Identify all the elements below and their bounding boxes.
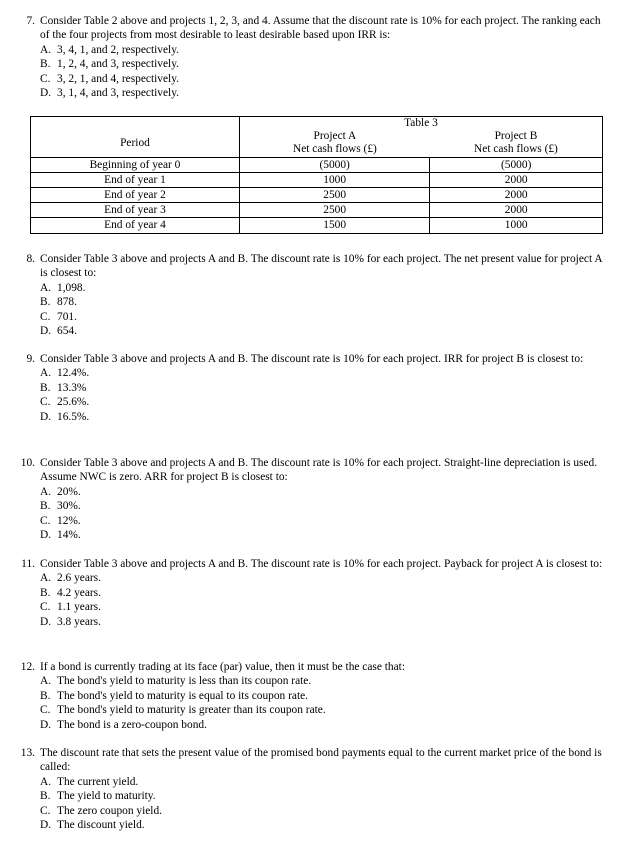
option-b: B. The bond's yield to maturity is equal to its coupon rate. <box>40 689 309 702</box>
option-c: C. 12%. <box>40 514 81 527</box>
option-a: A. 12.4%. <box>40 367 90 380</box>
option-b: B. 1, 2, 4, and 3, respectively. <box>40 58 179 71</box>
table-title: Table 3 <box>239 117 602 131</box>
question-13 <box>0 746 628 832</box>
table-row: End of year 1 1000 2000 <box>31 172 603 187</box>
question-7 <box>0 14 628 100</box>
question-number: 13. <box>20 747 35 759</box>
option-d: D. 16.5%. <box>40 410 90 423</box>
option-d: D. The discount yield. <box>40 819 145 832</box>
question-11 <box>0 557 628 629</box>
option-a: A. 20%. <box>40 485 81 498</box>
option-b: B. 30%. <box>40 500 81 513</box>
option-a: A. The bond's yield to maturity is less than its coupon rate. <box>40 675 312 688</box>
table-3 <box>30 116 603 234</box>
question-9 <box>0 352 628 424</box>
option-b: B. 13.3% <box>40 381 87 394</box>
question-8 <box>0 252 628 338</box>
question-text: Consider Table 3 above and projects A and B. The discount rate is 10% for each project. The net present value for project A is closest to: <box>40 253 602 280</box>
option-d: D. 3.8 years. <box>40 615 101 628</box>
table-row: End of year 3 2500 2000 <box>31 203 603 218</box>
option-c: C. The zero coupon yield. <box>40 804 163 817</box>
question-10 <box>0 456 628 542</box>
project-a-header: Project A Net cash flows (£) <box>239 130 429 157</box>
option-d: D. The bond is a zero-coupon bond. <box>40 718 207 731</box>
period-header: Period <box>31 130 240 157</box>
option-c: C. The bond's yield to maturity is greater than its coupon rate. <box>40 704 326 717</box>
option-b: B. 4.2 years. <box>40 586 101 599</box>
option-d: D. 654. <box>40 325 77 338</box>
question-text: If a bond is currently trading at its face (par) value, then it must be the case that: <box>40 661 406 673</box>
option-c: C. 25.6%. <box>40 396 90 409</box>
option-a: A. 3, 4, 1, and 2, respectively. <box>40 43 179 56</box>
option-a: A. The current yield. <box>40 775 139 788</box>
question-number: 8. <box>26 253 35 265</box>
option-d: D. 14%. <box>40 529 81 542</box>
question-text: Consider Table 3 above and projects A and B. The discount rate is 10% for each project. Straight-line depreciation is used. Assume NWC is zero. ARR for project B is closest to: <box>40 457 598 484</box>
project-b-header: Project B Net cash flows (£) <box>430 130 603 157</box>
question-number: 10. <box>20 457 35 469</box>
question-number: 12. <box>20 661 35 673</box>
question-number: 7. <box>26 15 35 27</box>
option-a: A. 1,098. <box>40 281 86 294</box>
option-d: D. 3, 1, 4, and 3, respectively. <box>40 87 179 100</box>
question-text: The discount rate that sets the present value of the promised bond payments equal to the current market price of the bond is called: <box>40 747 602 774</box>
option-b: B. 878. <box>40 296 77 309</box>
question-text: Consider Table 3 above and projects A and B. The discount rate is 10% for each project. Payback for project A is closest to: <box>40 558 603 570</box>
option-c: C. 1.1 years. <box>40 601 101 614</box>
question-12 <box>0 660 628 732</box>
question-number: 9. <box>26 353 35 365</box>
question-number: 11. <box>21 558 35 570</box>
option-b: B. The yield to maturity. <box>40 790 156 803</box>
question-text: Consider Table 2 above and projects 1, 2, 3, and 4. Assume that the discount rate is 10% for each project. The ranking each of the four projects from most desirable to least desirable based upon IRR is: <box>40 15 601 42</box>
table-row: Beginning of year 0 (5000) (5000) <box>31 157 603 172</box>
table-row: End of year 4 1500 1000 <box>31 218 603 233</box>
table-row: End of year 2 2500 2000 <box>31 187 603 202</box>
option-a: A. 2.6 years. <box>40 572 101 585</box>
option-c: C. 701. <box>40 310 77 323</box>
option-c: C. 3, 2, 1, and 4, respectively. <box>40 72 179 85</box>
question-text: Consider Table 3 above and projects A and B. The discount rate is 10% for each project. IRR for project B is closest to: <box>40 353 584 365</box>
